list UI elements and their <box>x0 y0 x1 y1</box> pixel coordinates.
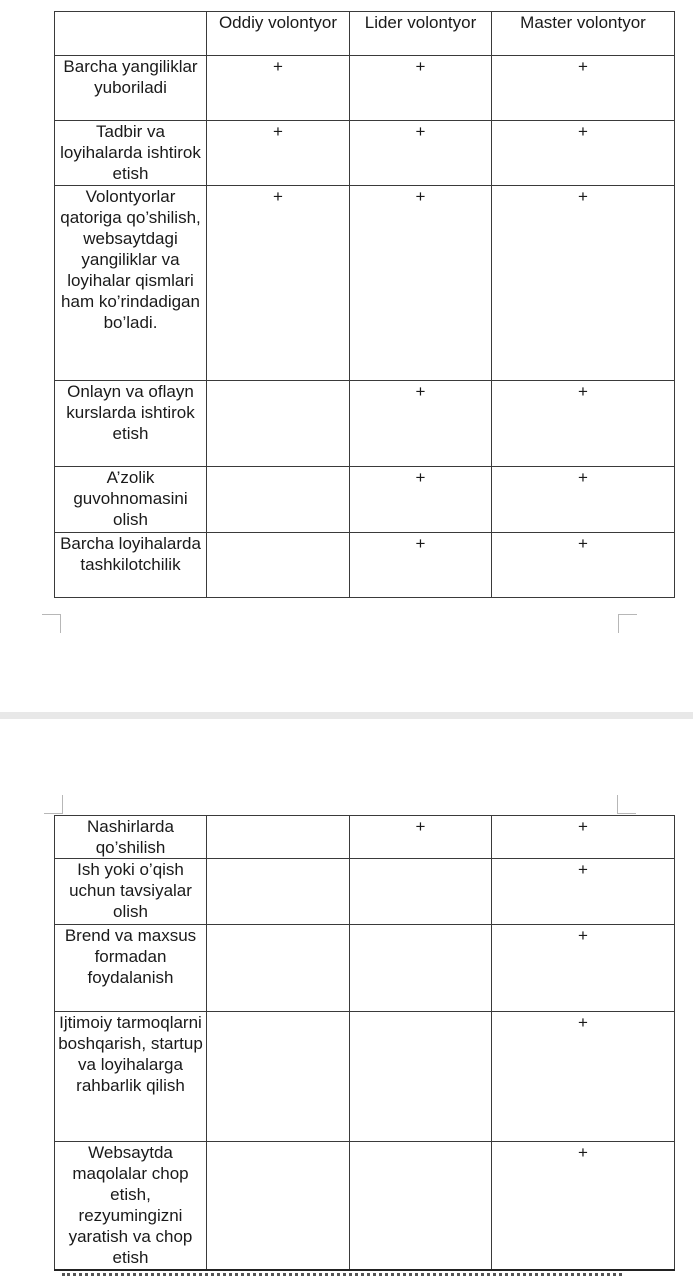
row-label: Barcha yangiliklar yuboriladi <box>55 56 207 121</box>
table-row <box>55 816 675 859</box>
cell-oddiy <box>207 816 350 859</box>
row-label: Onlayn va oflayn kurslarda ishtirok etish <box>55 381 207 467</box>
cell-master: + <box>492 533 675 598</box>
row-label: Brend va maxsus formadan foydalanish <box>55 925 207 1012</box>
cut-off-text-line <box>0 1273 693 1280</box>
cell-master: + <box>492 121 675 186</box>
volunteer-benefits-table <box>54 11 675 598</box>
row-label: Tadbir va loyihalarda ishtirok etish <box>55 121 207 186</box>
cell-oddiy <box>207 533 350 598</box>
table-row <box>55 467 675 533</box>
table-row <box>55 925 675 1012</box>
table-row <box>55 186 675 381</box>
cell-lider: + <box>350 381 492 467</box>
row-label: Volontyorlar qatoriga qo’shilish, websaytdagi yangiliklar va loyihalar qismlari ham ko’rindadigan bo’ladi. <box>55 186 207 381</box>
margin-corner-marker <box>617 795 636 814</box>
header-master-volontyor: Master volontyor <box>492 12 675 56</box>
table-row <box>55 859 675 925</box>
cell-oddiy <box>207 1012 350 1142</box>
cell-lider: + <box>350 56 492 121</box>
cell-oddiy: + <box>207 56 350 121</box>
header-lider-volontyor: Lider volontyor <box>350 12 492 56</box>
margin-corner-marker <box>618 614 637 633</box>
cell-oddiy <box>207 859 350 925</box>
cell-lider: + <box>350 533 492 598</box>
cell-lider: + <box>350 186 492 381</box>
row-label: Ish yoki o’qish uchun tavsiyalar olish <box>55 859 207 925</box>
cell-oddiy: + <box>207 121 350 186</box>
cell-master: + <box>492 186 675 381</box>
volunteer-benefits-table-continued <box>54 815 675 1271</box>
cell-master: + <box>492 1012 675 1142</box>
cell-oddiy <box>207 467 350 533</box>
cell-master: + <box>492 1142 675 1270</box>
page-separator <box>0 712 693 719</box>
header-oddiy-volontyor: Oddiy volontyor <box>207 12 350 56</box>
table-row <box>55 1012 675 1142</box>
row-label: A’zolik guvohnomasini olish <box>55 467 207 533</box>
cell-master: + <box>492 467 675 533</box>
cell-master: + <box>492 925 675 1012</box>
header-empty-cell <box>55 12 207 56</box>
row-label: Nashirlarda qo’shilish <box>55 816 207 859</box>
margin-corner-marker <box>42 614 61 633</box>
cell-oddiy <box>207 1142 350 1270</box>
cell-master: + <box>492 859 675 925</box>
cell-master: + <box>492 381 675 467</box>
cell-lider <box>350 925 492 1012</box>
cell-lider: + <box>350 467 492 533</box>
table-row <box>55 121 675 186</box>
cell-master: + <box>492 56 675 121</box>
cell-lider <box>350 859 492 925</box>
cell-master: + <box>492 816 675 859</box>
row-label: Websaytda maqolalar chop etish, rezyumingizni yaratish va chop etish <box>55 1142 207 1270</box>
cell-lider <box>350 1142 492 1270</box>
table-row <box>55 56 675 121</box>
cell-lider: + <box>350 121 492 186</box>
table-row <box>55 1142 675 1270</box>
cell-lider: + <box>350 816 492 859</box>
table-row <box>55 533 675 598</box>
cell-oddiy: + <box>207 186 350 381</box>
cell-oddiy <box>207 925 350 1012</box>
table-row <box>55 381 675 467</box>
cell-oddiy <box>207 381 350 467</box>
margin-corner-marker <box>44 795 63 814</box>
row-label: Barcha loyihalarda tashkilotchilik <box>55 533 207 598</box>
row-label: Ijtimoiy tarmoqlarni boshqarish, startup va loyihalarga rahbarlik qilish <box>55 1012 207 1142</box>
cell-lider <box>350 1012 492 1142</box>
header-row <box>55 12 675 56</box>
